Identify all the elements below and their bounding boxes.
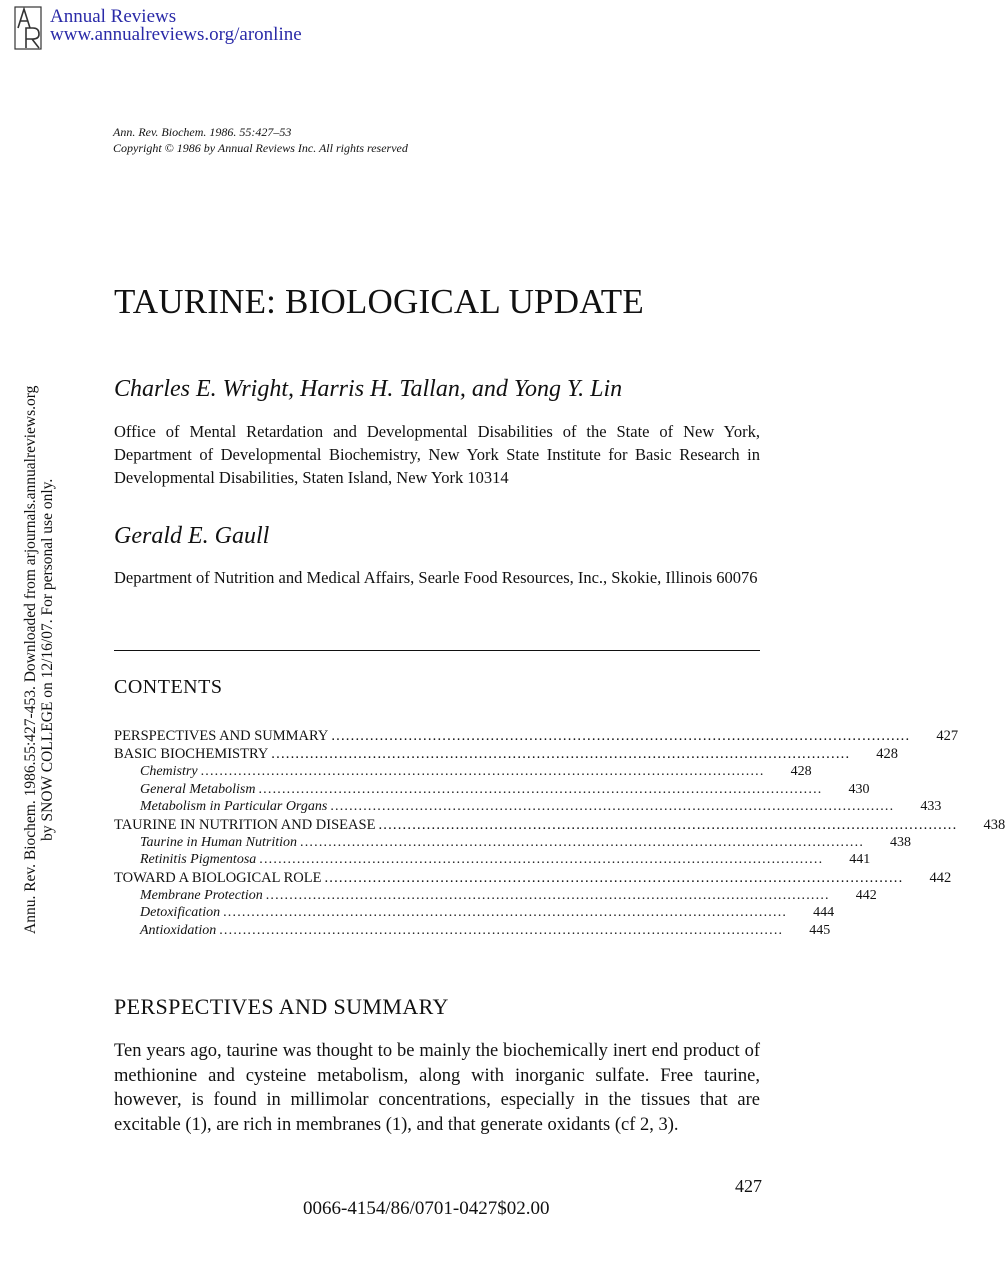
toc-entry-label: Membrane Protection: [140, 887, 263, 903]
toc-entry: [114, 745, 899, 763]
toc-entry-page: 433: [920, 799, 942, 814]
toc-leader: ........................................................................................................................: [331, 728, 911, 744]
toc-leader: ........................................................................................................................: [200, 764, 765, 779]
toc-entry-page: 428: [876, 746, 899, 762]
toc-entry: [114, 781, 870, 799]
toc-leader: ........................................................................................................................: [324, 869, 904, 886]
toc-entry-page: 438: [983, 816, 1005, 833]
download-notice: [22, 386, 56, 934]
toc-entry-label: Chemistry: [140, 764, 198, 779]
toc-entry-page: 428: [790, 764, 812, 779]
toc-entry-label: Taurine in Human Nutrition: [140, 834, 298, 850]
toc-entry: [114, 887, 877, 905]
toc-entry-page: 442: [929, 869, 952, 886]
toc-entry: [114, 922, 831, 940]
toc-entry-label: BASIC BIOCHEMISTRY: [114, 746, 269, 762]
toc-entry: [114, 727, 959, 745]
affiliation-2: Department of Nutrition and Medical Affairs, Searle Food Resources, Inc., Skokie, Illinois 60076: [114, 568, 758, 587]
toc-leader: ........................................................................................................................: [300, 834, 865, 850]
toc-entry-label: General Metabolism: [140, 781, 256, 797]
toc-leader: ........................................................................................................................: [219, 922, 784, 938]
toc-entry: [114, 869, 952, 887]
toc-entry-page: 430: [848, 781, 870, 797]
toc-entry: [114, 816, 1005, 834]
download-notice-line2: by SNOW COLLEGE on 12/16/07. For personal use only.: [39, 478, 56, 841]
toc-entry-label: Antioxidation: [140, 922, 217, 938]
toc-entry-label: TAURINE IN NUTRITION AND DISEASE: [114, 816, 376, 833]
page-number: 427: [735, 1176, 762, 1196]
toc-entry: [114, 851, 871, 869]
toc-entry: [114, 763, 812, 781]
toc-leader: ........................................................................................................................: [258, 781, 823, 797]
publisher-url-link[interactable]: www.annualreviews.org/aronline: [50, 24, 302, 45]
authors-group-1: Charles E. Wright, Harris H. Tallan, and Yong Y. Lin: [114, 376, 623, 402]
toc-entry: [114, 798, 942, 816]
citation-journal: Ann. Rev. Biochem. 1986. 55:427–53: [113, 125, 292, 139]
toc-entry-page: 444: [813, 905, 835, 920]
authors-group-2: Gerald E. Gaull: [114, 523, 270, 549]
toc-entry-label: Metabolism in Particular Organs: [140, 799, 328, 814]
toc-leader: ........................................................................................................................: [271, 746, 851, 762]
toc-entry-label: PERSPECTIVES AND SUMMARY: [114, 728, 329, 744]
table-of-contents: [114, 727, 1005, 939]
toc-entry-label: Detoxification: [140, 905, 221, 920]
toc-leader: ........................................................................................................................: [259, 852, 824, 867]
toc-entry: [114, 904, 835, 922]
toc-entry-page: 441: [849, 852, 871, 867]
toc-entry-label: Retinitis Pigmentosa: [140, 852, 257, 867]
divider-rule: [114, 650, 760, 651]
toc-entry: [114, 834, 912, 852]
download-notice-line1: Annu. Rev. Biochem. 1986.55:427-453. Downloaded from arjournals.annualreviews.org: [22, 385, 39, 934]
article-code: 0066-4154/86/0701-0427$02.00: [303, 1198, 550, 1219]
toc-leader: ........................................................................................................................: [265, 887, 830, 903]
citation: [113, 124, 408, 156]
publisher-link[interactable]: Annual Reviews: [50, 6, 177, 27]
section-heading: PERSPECTIVES AND SUMMARY: [114, 994, 449, 1019]
toc-leader: ........................................................................................................................: [378, 816, 958, 833]
annual-reviews-logo-icon: [14, 6, 42, 50]
toc-entry-page: 445: [809, 922, 831, 938]
body-paragraph: Ten years ago, taurine was thought to be mainly the biochemically inert end product of methionine and cysteine metabolism, along with inorganic sulfate. Free taurine, however, is found in millimolar concentrations, especially in the tissues that are excitable (1), are rich in membranes (1), and that generate oxidants (cf 2, 3).: [114, 1041, 760, 1135]
affiliation-1: Office of Mental Retardation and Developmental Disabilities of the State of New York, Department of Developmental Biochemistry, New York State Institute for Basic Research in Developmental Disabilities, Staten Island, New York 10314: [114, 422, 760, 487]
toc-entry-page: 442: [855, 887, 877, 903]
article-title: TAURINE: BIOLOGICAL UPDATE: [114, 282, 644, 321]
toc-entry-page: 427: [936, 728, 959, 744]
toc-entry-label: TOWARD A BIOLOGICAL ROLE: [114, 869, 322, 886]
toc-leader: ........................................................................................................................: [330, 799, 895, 814]
toc-entry-page: 438: [890, 834, 912, 850]
contents-heading: CONTENTS: [114, 676, 223, 698]
toc-leader: ........................................................................................................................: [223, 905, 788, 920]
citation-copyright: Copyright © 1986 by Annual Reviews Inc. All rights reserved: [113, 141, 408, 155]
